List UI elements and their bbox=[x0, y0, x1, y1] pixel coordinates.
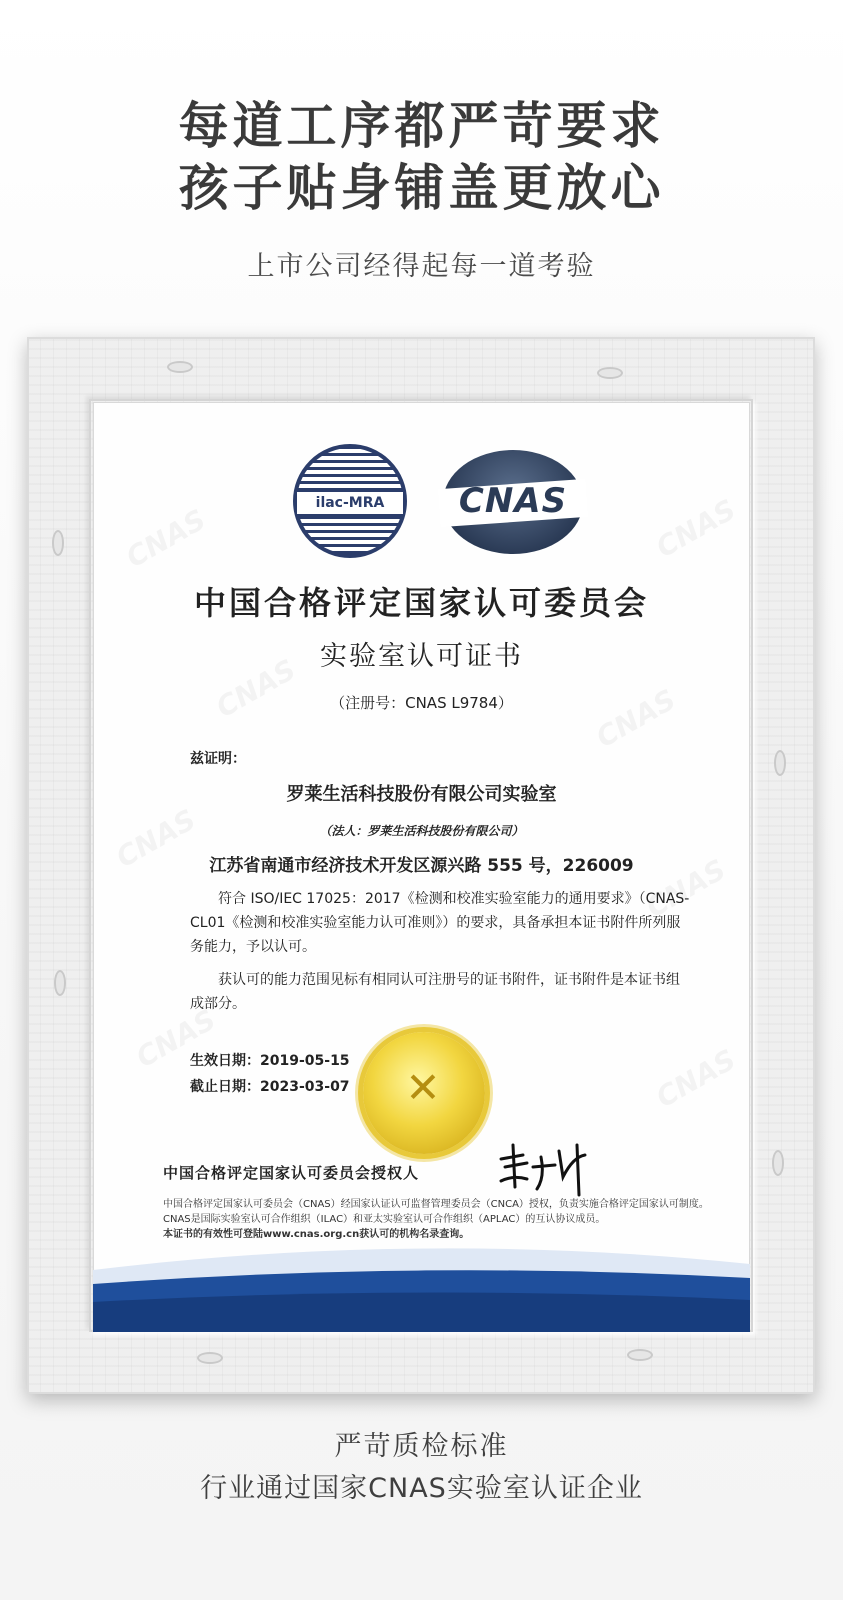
legal-entity: （法人：罗莱生活科技股份有限公司） bbox=[319, 824, 524, 838]
footer-line-1: 严苛质检标准 bbox=[334, 1431, 509, 1462]
headline-line-1: 每道工序都严苛要求 bbox=[178, 97, 665, 155]
headline-line-2: 孩子贴身铺盖更放心 bbox=[178, 159, 665, 217]
subtitle: 上市公司经得起每一道考验 bbox=[247, 251, 596, 282]
certificate-title: 中国合格评定国家认可委员会 bbox=[193, 584, 649, 622]
wood-knot bbox=[627, 1349, 653, 1361]
ilac-logo-text: ilac-MRA bbox=[297, 490, 403, 516]
lab-name: 罗莱生活科技股份有限公司实验室 bbox=[286, 784, 557, 805]
expiry-date: 截止日期：2023-03-07 bbox=[190, 1079, 350, 1095]
certificate bbox=[93, 402, 750, 1332]
blue-wave-band bbox=[93, 1240, 750, 1332]
wood-knot bbox=[197, 1352, 223, 1364]
certify-label: 兹证明： bbox=[190, 751, 246, 767]
watermark bbox=[650, 493, 741, 564]
fine-print: 中国合格评定国家认可委员会（CNAS）经国家认证认可监督管理委员会（CNCA）授权，负责实施合格评定国家认可制度。 bbox=[163, 1199, 709, 1210]
fine-print: CNAS是国际实验室认可合作组织（ILAC）和亚太实验室认可合作组织（APLAC）的互认协议成员。 bbox=[163, 1214, 606, 1225]
gold-seal bbox=[363, 1032, 485, 1154]
fine-print: 本证书的有效性可登陆www.cnas.org.cn获认可的机构名录查询。 bbox=[163, 1229, 470, 1240]
ilac-mra-logo bbox=[293, 444, 407, 558]
wood-knot bbox=[772, 1150, 784, 1176]
watermark bbox=[650, 1043, 741, 1114]
footer-line-2: 行业通过国家CNAS实验室认证企业 bbox=[200, 1473, 643, 1504]
wood-knot bbox=[167, 361, 193, 373]
wood-knot bbox=[54, 970, 66, 996]
wood-knot bbox=[52, 530, 64, 556]
wood-knot bbox=[774, 750, 786, 776]
effective-date: 生效日期：2019-05-15 bbox=[190, 1053, 350, 1069]
scope-paragraph: 获认可的能力范围见标有相同认可注册号的证书附件，证书附件是本证书组成部分。 bbox=[190, 972, 680, 1012]
cnas-logo bbox=[443, 450, 583, 554]
certificate-subtitle: 实验室认可证书 bbox=[320, 641, 523, 672]
authorized-by: 中国合格评定国家认可委员会授权人 bbox=[163, 1164, 420, 1182]
watermark bbox=[120, 503, 211, 574]
signature bbox=[493, 1137, 603, 1197]
cnas-logo-text: CNAS bbox=[458, 481, 568, 521]
compliance-paragraph: 符合 ISO/IEC 17025：2017《检测和校准实验室能力的通用要求》（CNAS-CL01《检测和校准实验室能力认可准则》）的要求，具备承担本证书附件所列服务能力，予以认可。 bbox=[190, 891, 690, 955]
seal-mark: ✕ bbox=[405, 1063, 441, 1112]
registration-number: （注册号：CNAS L9784） bbox=[330, 694, 513, 712]
lab-address: 江苏省南通市经济技术开发区源兴路 555 号，226009 bbox=[209, 856, 634, 876]
wood-knot bbox=[597, 367, 623, 379]
